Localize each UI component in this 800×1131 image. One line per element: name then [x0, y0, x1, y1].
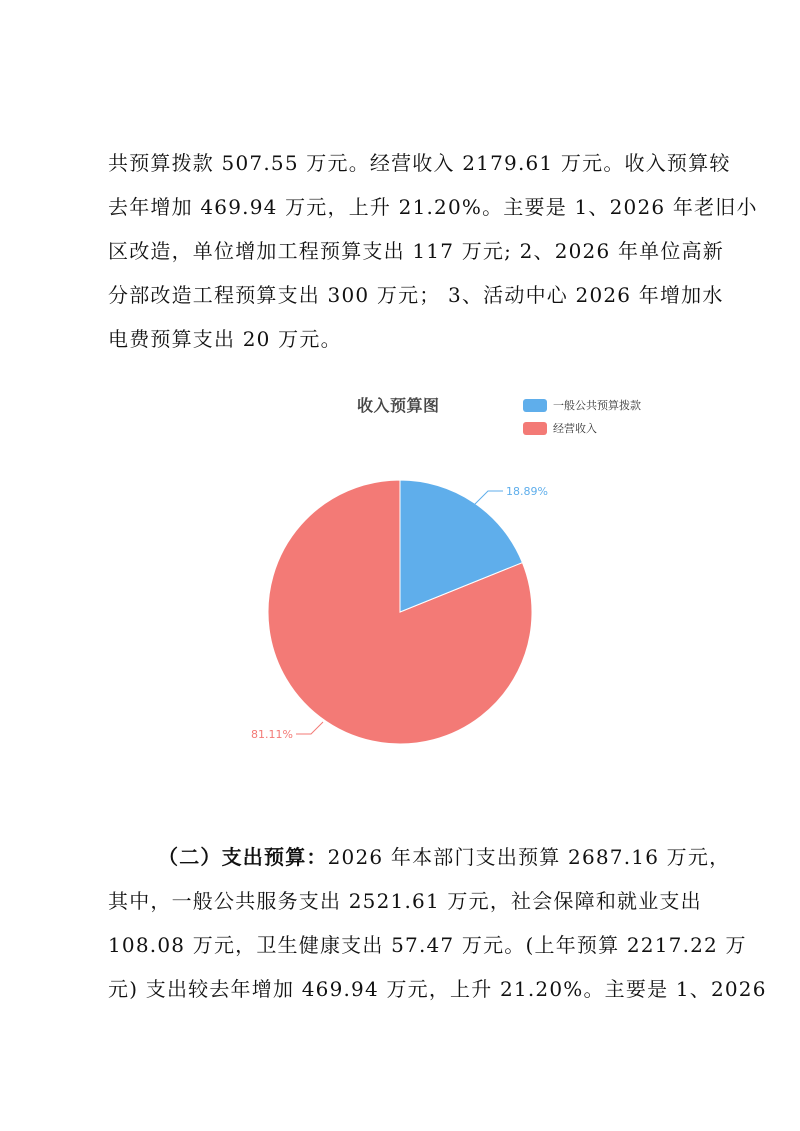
- text-line: 其中，一般公共服务支出 2521.61 万元，社会保障和就业支出: [108, 889, 702, 913]
- text-segment: 2026 年本部门支出预算 2687.16 万元，: [327, 845, 731, 869]
- income-budget-pie-chart: [240, 380, 700, 780]
- text-line: 去年增加 469.94 万元，上升 21.20%。主要是 1、2026 年老旧小: [108, 195, 758, 219]
- legend-label: 一般公共预算拨款: [553, 399, 641, 412]
- income-budget-paragraph: [108, 141, 758, 361]
- text-line: 电费预算支出 20 万元。: [108, 327, 342, 351]
- chart-title: 收入预算图: [357, 396, 440, 415]
- text-line: 区改造，单位增加工程预算支出 117 万元; 2、2026 年单位高新: [108, 239, 724, 263]
- section-heading: （二）支出预算：: [158, 845, 328, 869]
- label-leader-line: [296, 722, 323, 734]
- text-line: 分部改造工程预算支出 300 万元； 3、活动中心 2026 年增加水: [108, 283, 724, 307]
- slice-label-operating-income: 81.11%: [251, 728, 293, 741]
- expenditure-budget-paragraph: [108, 835, 767, 1011]
- text-line: [108, 835, 731, 879]
- pie-graphic: [240, 380, 700, 780]
- text-line: 共预算拨款 507.55 万元。经营收入 2179.61 万元。收入预算较: [108, 151, 731, 175]
- legend-label: 经营收入: [553, 422, 597, 435]
- slice-label-general-budget: 18.89%: [506, 485, 548, 498]
- text-line: 108.08 万元，卫生健康支出 57.47 万元。(上年预算 2217.22 万: [108, 933, 747, 957]
- label-leader-line: [474, 491, 503, 505]
- text-line: 元) 支出较去年增加 469.94 万元，上升 21.20%。主要是 1、2026: [108, 977, 767, 1001]
